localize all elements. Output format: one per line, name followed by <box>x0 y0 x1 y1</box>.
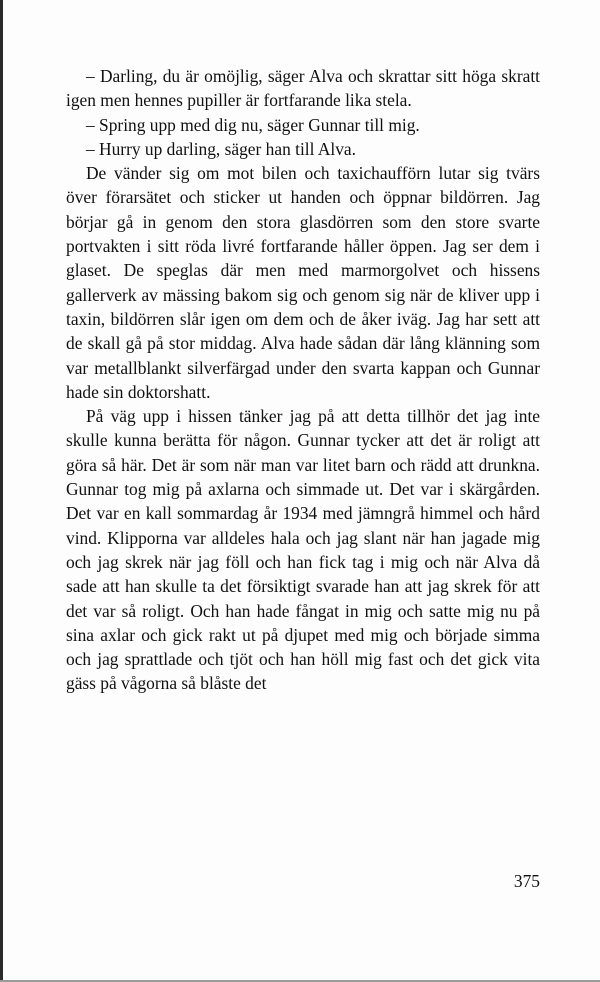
paragraph-dialogue-3: – Hurry up darling, säger han till Alva. <box>86 138 356 159</box>
body-text <box>66 64 540 696</box>
page-number: 375 <box>513 871 540 891</box>
scan-left-edge <box>0 0 3 982</box>
paragraph-dialogue-1: – Darling, du är omöjlig, säger Alva och skrattar sitt höga skratt igen men hennes pupiller är fortfarande lika stela. <box>66 66 540 111</box>
paragraph-dialogue-2: – Spring upp med dig nu, säger Gunnar till mig. <box>86 114 420 135</box>
paragraph-taxi: De vänder sig om mot bilen och taxichaufförn lutar sig tvärs över förarsätet och sticker ut handen och öppnar bildörren. Jag börjar gå in genom den stora glasdörren som den store svarte portvakten i sitt röda livré fortfarande håller öppen. Jag ser dem i glaset. De speglas där men med marmorgolvet och hissens gallerverk av mässing bakom sig och genom sig när de kliver upp i taxin, bildörren slår igen om dem och de åker iväg. Jag har sett att de skall gå på stor middag. Alva hade sådan där lång klänning som var metallblankt silverfärgad under den svarta kappan och Gunnar hade sin doktorshatt. <box>66 163 540 402</box>
paragraph-elevator: På väg upp i hissen tänker jag på att detta tillhör det jag inte skulle kunna berätta för någon. Gunnar tycker att det är roligt att göra så här. Det är som när man var litet barn och rädd att drunkna. Gunnar tog mig på axlarna och simmade ut. Det var i skärgården. Det var en kall sommardag år 1934 med jämngrå himmel och hård vind. Klipporna var alldeles hala och jag slant när han jagade mig och jag skrek när jag föll och han fick tag i mig och när Alva då sade att han skulle ta det försiktigt svarade han att jag skrek för att det var så roligt. Och han hade fångat in mig och satte mig nu på sina axlar och gick rakt ut på djupet med mig och började simma och jag sprattlade och tjöt och han höll mig fast och det gick vita gäss på vågorna så blåste det <box>66 406 540 694</box>
